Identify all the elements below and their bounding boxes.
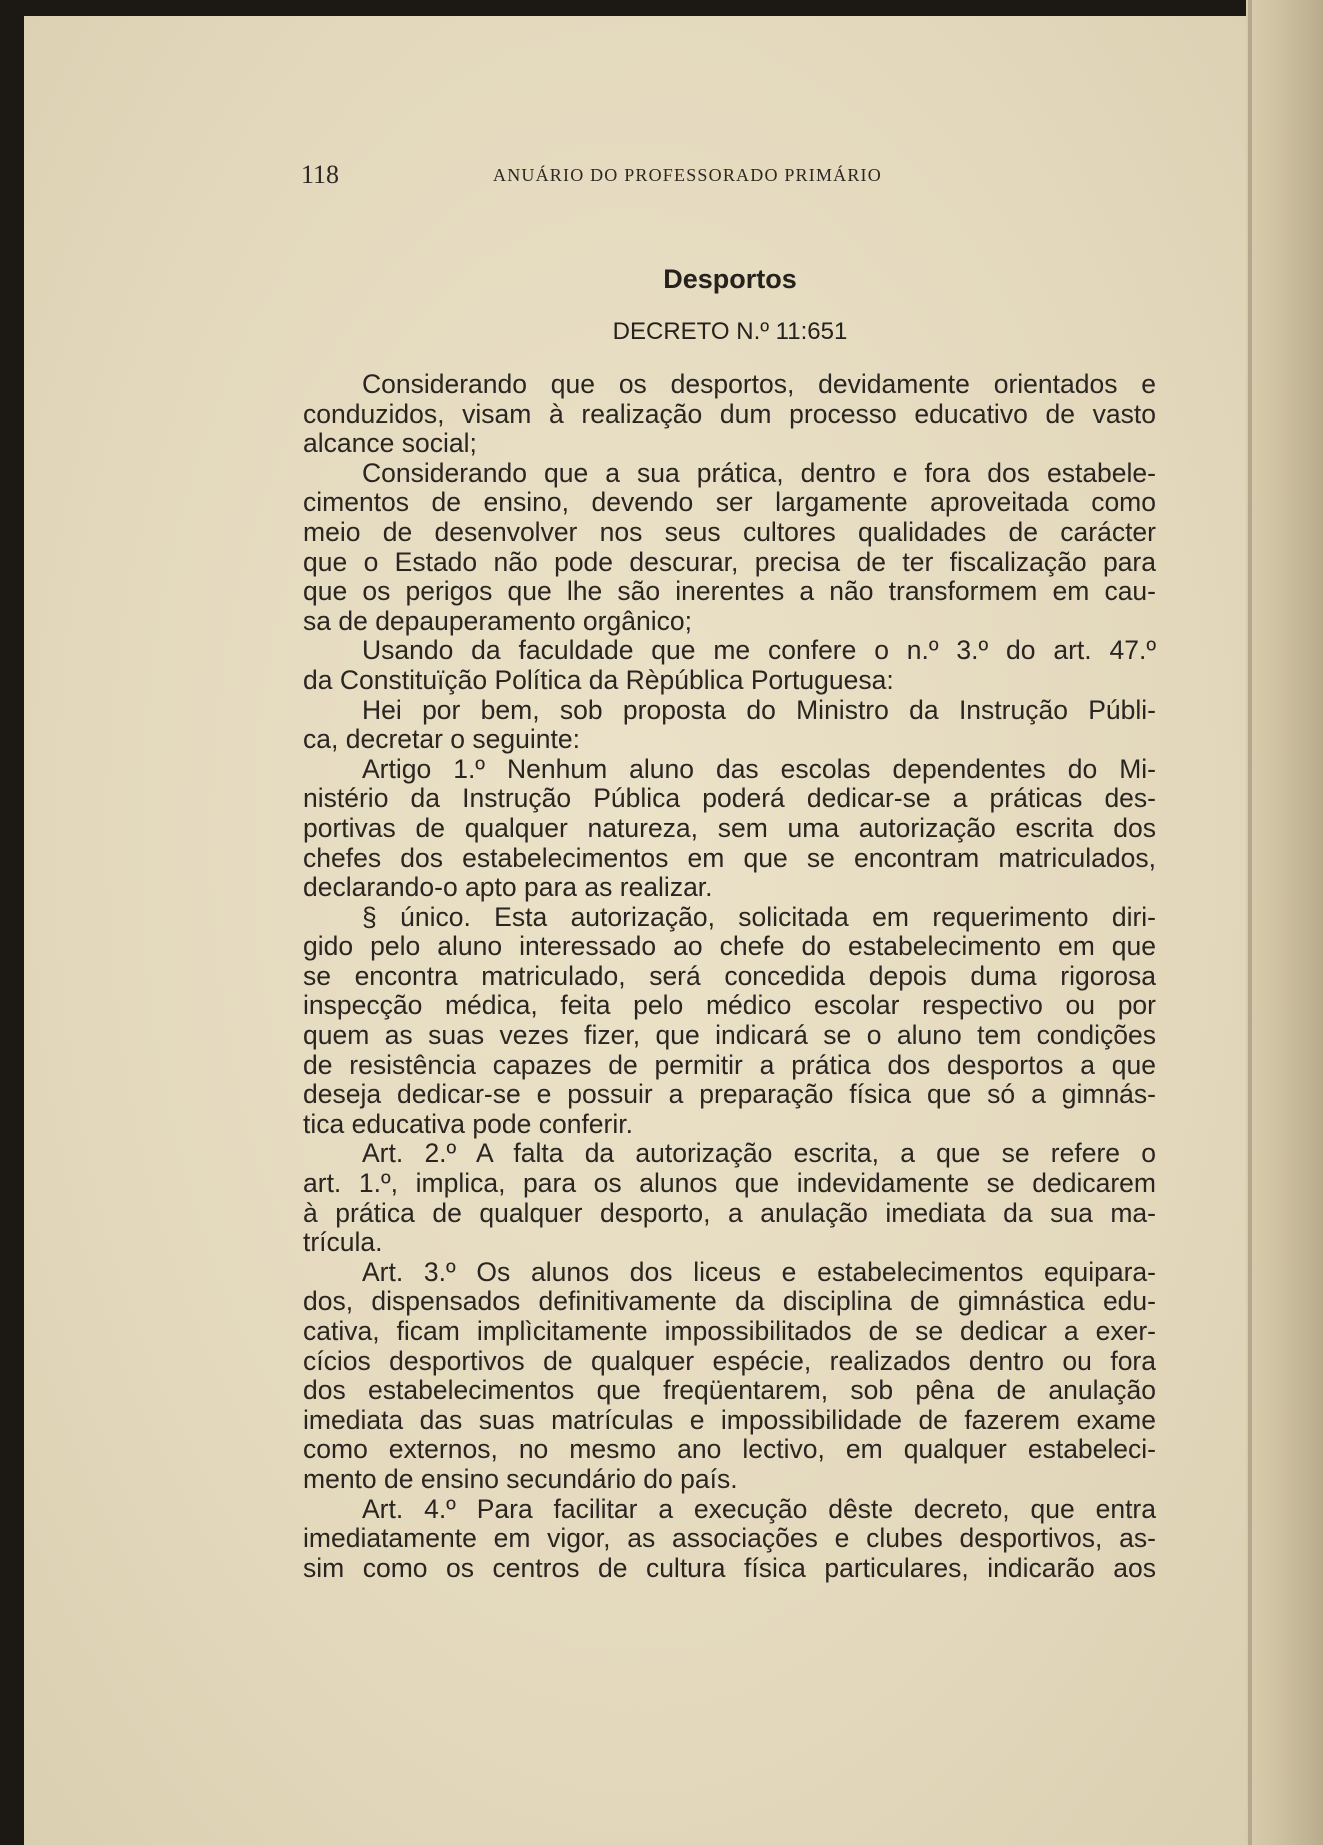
text-line: cimentos de ensino, devendo ser largamente aproveitada como (303, 487, 1156, 518)
text-line: que o Estado não pode descurar, precisa de ter fiscalização para (303, 546, 1156, 577)
text-line: à prática de qualquer desporto, a anulação imediata da sua ma- (303, 1197, 1156, 1228)
text-line: que os perigos que lhe são inerentes a não transformem em cau- (303, 576, 1156, 607)
text-line: portivas de qualquer natureza, sem uma autorização escrita dos (303, 812, 1156, 843)
text-line: sim como os centros de cultura física particulares, indicarão aos (303, 1552, 1156, 1583)
text-line: Art. 4.º Para facilitar a execução dêste decreto, que entra (362, 1493, 1156, 1524)
text-line: se encontra matriculado, será concedida depois duma rigorosa (303, 960, 1156, 991)
text-line: cativa, ficam implìcitamente impossibilitados de se dedicar a exer- (303, 1316, 1156, 1346)
text-line: deseja dedicar-se e possuir a preparação física que só a gimnás- (303, 1079, 1156, 1110)
section-title: Desportos (663, 264, 797, 294)
text-line: imediata das suas matrículas e impossibilidade de fazerem exame (303, 1404, 1156, 1435)
text-line: declarando-o apto para as realizar. (303, 872, 713, 903)
text-line: art. 1.º, implica, para os alunos que indevidamente se dedicarem (303, 1168, 1156, 1199)
text-line: Considerando que os desportos, devidamente orientados e (362, 369, 1156, 399)
running-head (301, 160, 981, 190)
page-fold-line (1248, 0, 1252, 1845)
text-line: tica educativa pode conferir. (303, 1108, 633, 1139)
next-page-edge (1246, 0, 1323, 1845)
text-line: meio de desenvolver nos seus cultores qualidades de carácter (303, 516, 1156, 547)
text-line: Artigo 1.º Nenhum aluno das escolas dependentes do Mi- (362, 753, 1156, 784)
text-line: sa de depauperamento orgânico; (303, 605, 692, 636)
text-line: cícios desportivos de qualquer espécie, realizados dentro ou fora (303, 1345, 1156, 1376)
text-line: de resistência capazes de permitir a prática dos desportos a que (303, 1049, 1156, 1080)
text-line: Usando da faculdade que me confere o n.º 3.º do art. 47.º (362, 635, 1156, 666)
text-line: Considerando que a sua prática, dentro e fora dos estabele- (362, 457, 1156, 488)
decree-number: DECRETO N.º 11:651 (612, 318, 848, 345)
text-line: inspecção médica, feita pelo médico escolar respectivo ou por (303, 990, 1156, 1021)
text-line: imediatamente em vigor, as associações e clubes desportivos, as- (303, 1523, 1156, 1554)
text-line: Art. 2.º A falta da autorização escrita, a que se refere o (362, 1138, 1156, 1169)
journal-title: ANUÁRIO DO PROFESSORADO PRIMÁRIO (493, 165, 882, 185)
text-line: Art. 3.º Os alunos dos liceus e estabelecimentos equipara- (362, 1256, 1156, 1287)
text-line: Hei por bem, sob proposta do Ministro da Instrução Públi- (362, 694, 1156, 725)
text-line: mento de ensino secundário do país. (303, 1463, 738, 1494)
text-line: dos estabelecimentos que freqüentarem, sob pêna de anulação (303, 1375, 1156, 1406)
text-line: alcance social; (303, 428, 477, 459)
text-line: trícula. (303, 1227, 383, 1258)
text-line: ca, decretar o seguinte: (303, 724, 580, 755)
text-line: nistério da Instrução Pública poderá dedicar-se a práticas des- (303, 783, 1156, 814)
text-line: da Constituïção Política da Rèpública Portuguesa: (303, 664, 894, 695)
text-line: gido pelo aluno interessado ao chefe do estabelecimento em que (303, 931, 1156, 962)
page-number: 118 (301, 160, 340, 189)
text-line: conduzidos, visam à realização dum processo educativo de vasto (303, 398, 1156, 429)
decree-body (303, 370, 1156, 1583)
text-line: chefes dos estabelecimentos em que se encontram matriculados, (303, 842, 1156, 873)
scan-left-shadow (0, 0, 24, 1845)
text-line: quem as suas vezes fizer, que indicará se o aluno tem condições (303, 1020, 1156, 1051)
text-line: dos, dispensados definitivamente da disciplina de gimnástica edu- (303, 1286, 1156, 1317)
text-line: como externos, no mesmo ano lectivo, em qualquer estabeleci- (303, 1434, 1156, 1465)
text-line: § único. Esta autorização, solicitada em requerimento diri- (362, 901, 1156, 932)
scan-top-shadow (0, 0, 1323, 16)
